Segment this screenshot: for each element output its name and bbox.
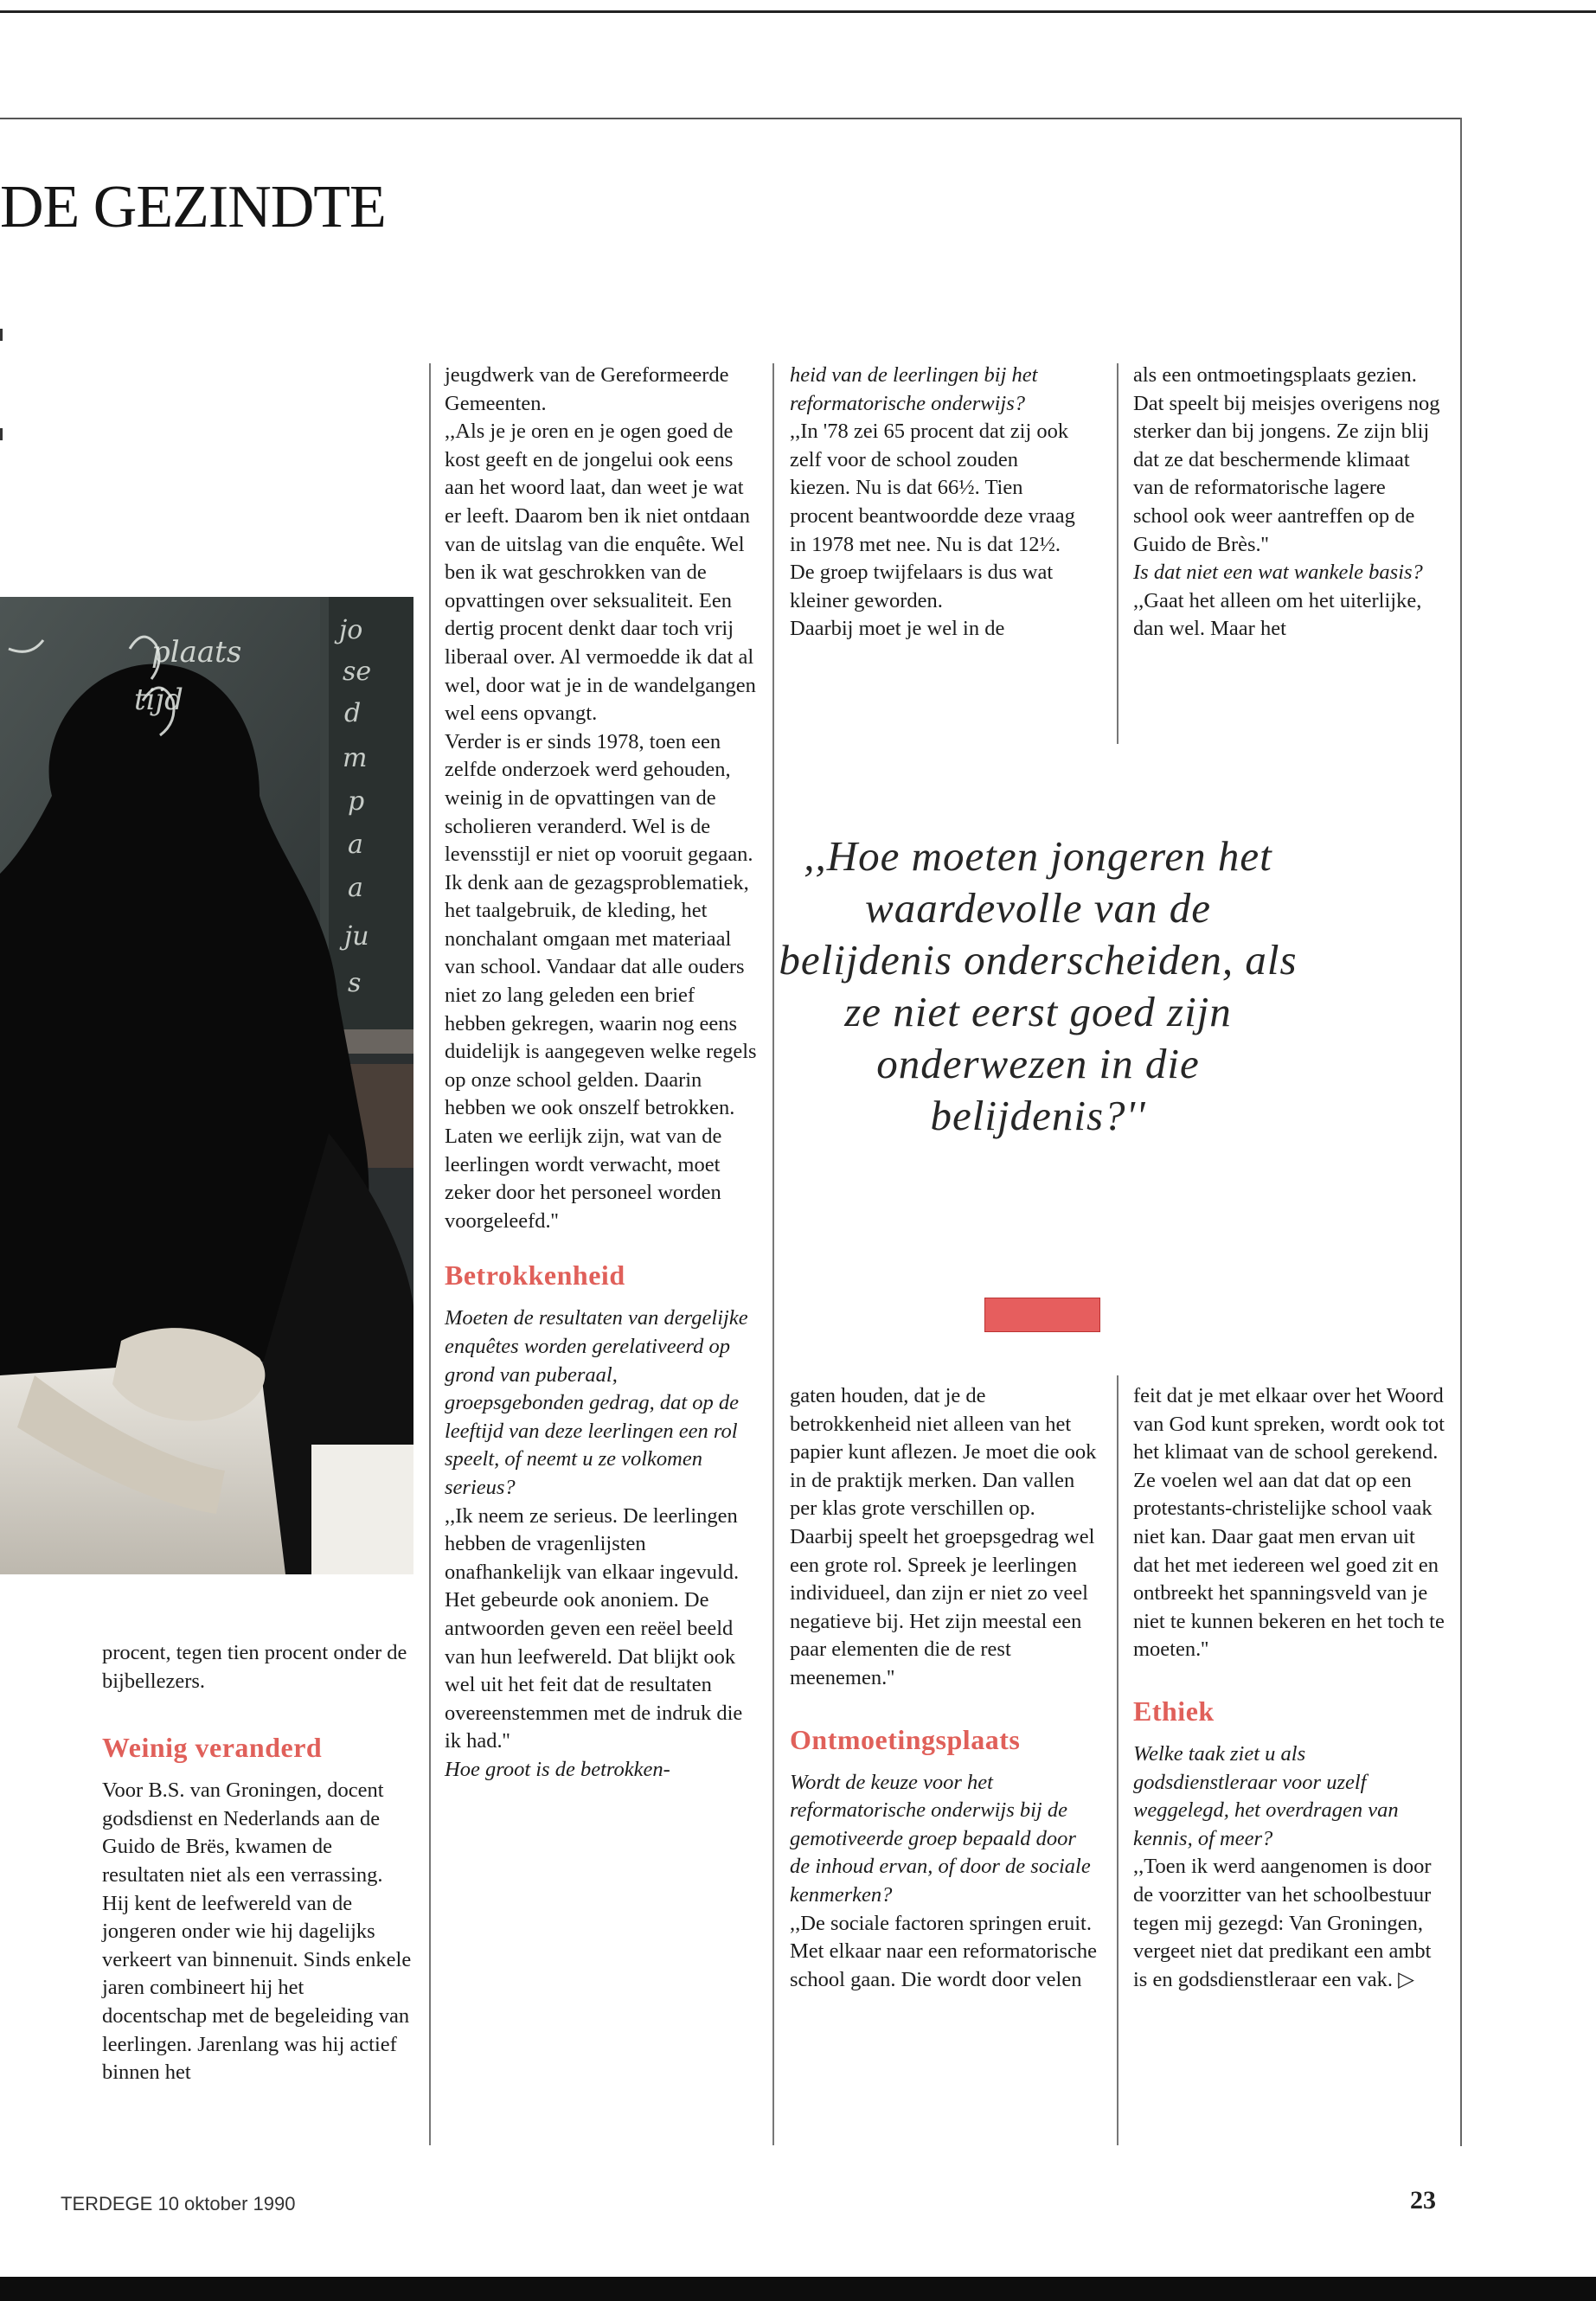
chalk-letter: a: [348, 830, 363, 860]
column-3-bottom: [790, 1382, 1101, 1994]
interview-question: heid van de leerlingen bij het reformatorische onderwijs?: [790, 363, 1038, 415]
column-divider: [772, 363, 774, 2145]
column-divider: [1117, 363, 1118, 744]
page-number: 23: [1410, 2186, 1436, 2214]
chalk-letter: jo: [339, 615, 363, 645]
paragraph: procent, tegen tien procent onder de bijbellezers.: [102, 1641, 407, 1693]
section-heading: Betrokkenheid: [445, 1259, 625, 1292]
paragraph: als een ontmoetingsplaats gezien. Dat speelt bij meisjes overigens nog sterker dan bij jongens. Ze zijn blij dat ze dat beschermende klimaat van de reformatorische lagere school ook weer aantreffen op de Guido de Brès.'': [1133, 363, 1440, 556]
accent-bar: [984, 1298, 1100, 1332]
paragraph: ,,Gaat het alleen om het uiterlijke, dan wel. Maar het: [1133, 588, 1422, 641]
crop-mark: [0, 428, 3, 440]
bottom-rule: [0, 2277, 1596, 2301]
interview-question: Is dat niet een wat wankele basis?: [1133, 561, 1423, 585]
paragraph: ,,De sociale factoren springen eruit. Met elkaar naar een reformatorische school gaan. Die wordt door velen: [790, 1911, 1098, 1991]
paragraph: ,,Als je je oren en je ogen goed de kost geeft en de jongelui ook eens aan het woord laat, dan weet je wat er leeft. Daarom ben ik niet ontdaan van de uitslag van die enquête. Wel ben ik wat geschrokken van de opvattingen over seksualiteit. Een dertig procent denkt daar toch vrij liberaal over. Al vermoedde ik dat al wel, door wat je in de wandelgangen wel eens opvangt.: [445, 420, 756, 726]
column-divider: [429, 363, 431, 2145]
frame-right-line: [1460, 118, 1462, 2146]
paragraph: gaten houden, dat je de betrokkenheid niet alleen van het papier kunt aflezen. Je moet die ook in de praktijk merken. Dan vallen per klas grote verschillen op. Daarbij speelt het groepsgedrag wel een grote rol. Spreek je leerlingen individueel, dan zijn er niet zo veel negatieve bij. Het zijn meestal een paar elementen die de rest meenemen.'': [790, 1384, 1097, 1689]
column-4-bottom: [1133, 1382, 1445, 1994]
article-headline: DE GEZINDTE: [0, 174, 386, 240]
interview-question: Moeten de resultaten van dergelijke enquêtes worden gerelativeerd op grond van puberaal, groepsgebonden gedrag, dat op de leeftijd van deze leerlingen een rol speelt, of neemt u ze volkomen serieus?: [445, 1306, 748, 1499]
column-1: [102, 1639, 413, 2087]
publication-footer: TERDEGE 10 oktober 1990: [61, 2193, 296, 2214]
paragraph: feit dat je met elkaar over het Woord van God kunt spreken, wordt ook tot het klimaat van de school gerekend. Ze voelen wel aan dat dat op een protestants-christelijke school vaak niet kan. Daar gaat men ervan uit dat het met iedereen wel goed zit en ontbreekt het spanningsveld van je niet te kunnen bekeren en het toch te moeten.'': [1133, 1384, 1445, 1662]
chalk-letter: s: [348, 968, 362, 998]
interview-question: Hoe groot is de betrokken-: [445, 1757, 670, 1781]
chalk-letter: se: [343, 657, 372, 687]
paragraph: ,,Toen ik werd aangenomen is door de voorzitter van het schoolbestuur tegen mij gezegd: Van Groningen, vergeet niet dat predikant een ambt is en godsdienstleraar een vak. ▷: [1133, 1855, 1432, 1991]
paragraph: ,,Ik neem ze serieus. De leerlingen hebben de vragenlijsten onafhankelijk van elkaar ingevuld. Het gebeurde ook anoniem. De antwoorden geven een reëel beeld van hun leefwereld. Dat blijkt ook wel uit het feit dat de resultaten overeenstemmen met de indruk die ik had.'': [445, 1503, 743, 1753]
column-divider: [1117, 1375, 1118, 2145]
column-2: [445, 362, 760, 1785]
interview-question: Welke taak ziet u als godsdienstleraar voor uzelf weggelegd, het overdragen van kennis, of meer?: [1133, 1741, 1399, 1850]
chalk-letter: p: [348, 786, 365, 817]
chalk-letter: a: [348, 873, 363, 903]
paragraph: Verder is er sinds 1978, toen een zelfde onderzoek werd gehouden, weinig in de opvattingen van de scholieren veranderd. Wel is de levensstijl er niet op vooruit gegaan. Ik denk aan de gezagsproblematiek, het taalgebruik, de kleding, het nonchalant omgaan met materiaal van school. Vandaar dat alle ouders niet zo lang geleden een brief hebben gekregen, waarin nog eens duidelijk is aangegeven welke regels op onze school gelden. Daarin hebben we ook onszelf betrokken. Laten we eerlijk zijn, wat van de leerlingen wordt verwacht, moet zeker door het personeel worden voorgeleefd.'': [445, 729, 757, 1233]
paragraph: Daarbij moet je wel in de: [790, 617, 1005, 641]
chalk-letter: m: [343, 743, 368, 773]
paragraph: jeugdwerk van de Gereformeerde Gemeenten.: [445, 363, 729, 415]
paragraph: ,,In '78 zei 65 procent dat zij ook zelf voor de school zouden kiezen. Nu is dat 66½. Tien procent beantwoordde deze vraag in 1978 met nee. Nu is dat 12½. De groep twijfelaars is dus wat kleiner geworden.: [790, 420, 1075, 612]
frame-top-line: [0, 118, 1462, 119]
chalk-text: plaats: [151, 635, 242, 670]
section-heading: Ontmoetingsplaats: [790, 1723, 1021, 1755]
interview-question: Wordt de keuze voor het reformatorische onderwijs bij de gemotiveerde groep bepaald door de inhoud ervan, of door de sociale kenmerken?: [790, 1770, 1091, 1907]
chalk-letter: ju: [344, 921, 369, 952]
pull-quote: ,,Hoe moeten jongeren het waardevolle van de belijdenis onderscheiden, als ze niet eerst goed zijn onderwezen in die belijdenis?'': [779, 832, 1298, 1139]
crop-mark: [0, 329, 3, 341]
column-4-top: [1133, 362, 1445, 644]
section-heading: Ethiek: [1133, 1695, 1215, 1727]
top-rule: [0, 10, 1596, 13]
classroom-photo: [0, 597, 413, 1574]
classroom-photo-image: [0, 597, 413, 1574]
chalk-letter: d: [344, 698, 362, 728]
paragraph: Voor B.S. van Groningen, docent godsdienst en Nederlands aan de Guido de Brës, kwamen de resultaten niet als een verrassing. Hij kent de leefwereld van de jongeren onder wie hij dagelijks verkeert van binnenuit. Sinds enkele jaren combineert hij het docentschap met de begeleiding van leerlingen. Jarenlang was hij actief binnen het: [102, 1779, 412, 2085]
section-heading: Weinig veranderd: [102, 1732, 323, 1764]
chalk-text: tijd: [134, 683, 183, 717]
column-3-top: [790, 362, 1075, 644]
